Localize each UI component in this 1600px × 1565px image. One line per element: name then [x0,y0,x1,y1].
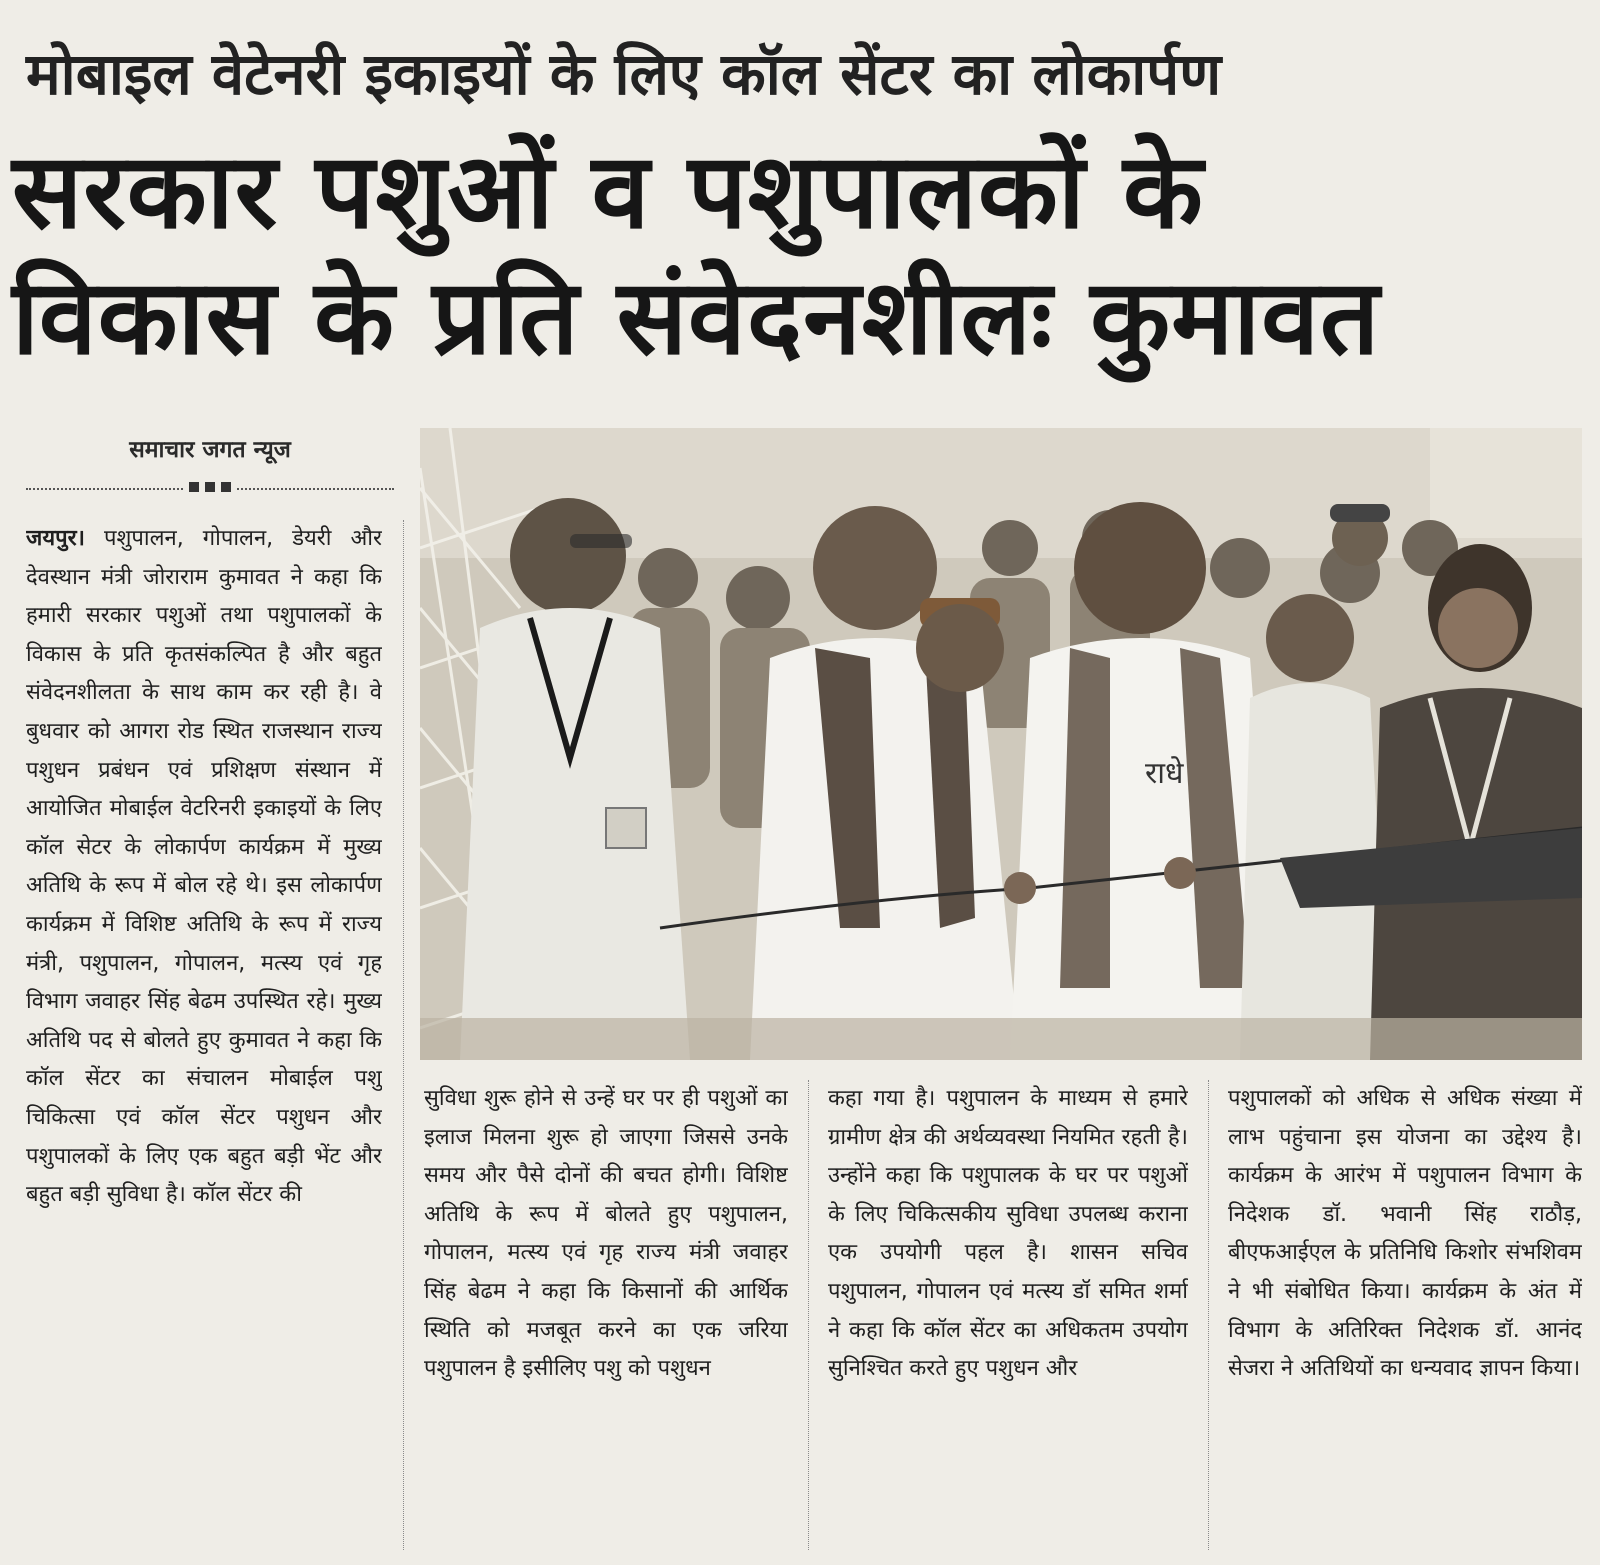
byline: समाचार जगत न्यूज [129,437,291,463]
ribbon-cutting-photo [420,428,1582,1060]
dateline: जयपुर। [26,526,85,551]
article-text-1: पशुपालन, गोपालन, डेयरी और देवस्थान मंत्री जोराराम कुमावत ने कहा कि हमारी सरकार पशुओं तथा पशुपालकों के विकास के प्रति कृतसंकल्पित है और बहुत संवेदनशीलता के साथ काम कर रही है। वे बुधवार को आगरा रोड स्थित राजस्थान राज्य पशुधन प्रबंधन एवं प्रशिक्षण संस्थान में आयोजित मोबाईल वेटरिनरी इकाइयों के लिए कॉल सेटर के लोकार्पण कार्यक्रम में मुख्य अतिथि के रूप में बोल रहे थे। इस लोकार्पण कार्यक्रम में विशिष्ट अतिथि के रूप में राज्य मंत्री, पशुपालन, गोपालन, मत्स्य एवं गृह विभाग जवाहर सिंह बेढम उपस्थित रहे। मुख्य अतिथि पद से बोलते हुए कुमावत ने कहा कि कॉल सेंटर का संचालन मोबाईल पशु चिकित्सा एवं कॉल सेंटर पशुधन और पशुपालकों के लिए एक बहुत बड़ी भेंट और बहुत बड़ी सुविधा है। कॉल सेंटर की [26,526,382,1208]
sash-text: राधे [1145,756,1184,791]
article-column-2: सुविधा शुरू होने से उन्हें घर पर ही पशुओं का इलाज मिलना शुरू हो जाएगा जिससे उनके समय और पैसे दोनों की बचत होगी। विशिष्ट अतिथि के रूप में बोलते हुए पशुपालन, गोपालन, मत्स्य एवं गृह राज्य मंत्री जवाहर सिंह बेढम ने कहा कि किसानों की आर्थिक स्थिति को मजबूत करने का एक जरिया पशुपालन है इसीलिए पशु को पशुधन [424,1086,788,1382]
divider-squares-icon [183,482,237,492]
article-column-3: कहा गया है। पशुपालन के माध्यम से हमारे ग्रामीण क्षेत्र की अर्थव्यवस्था नियमित रहती है। उन्होंने कहा कि पशुपालक के घर पर पशुओं के लिए चिकित्सकीय सुविधा उपलब्ध कराना एक उपयोगी पहल है। शासन सचिव पशुपालन, गोपालन एवं मत्स्य डॉ समित शर्मा ने कहा कि कॉल सेंटर का अधिकतम उपयोग सुनिश्चित करते हुए पशुधन और [828,1086,1188,1382]
byline-block [26,432,394,507]
photo-illustration-icon [420,428,1582,1060]
article-column-1 [26,520,382,1560]
article-column-4: पशुपालकों को अधिक से अधिक संख्या में लाभ पहुंचाना इस योजना का उद्देश्य है। कार्यक्रम के आरंभ में पशुपालन विभाग के निदेशक डॉ. भवानी सिंह राठौड़, बीएफआईएल के प्रतिनिधि किशोर संभशिवम ने भी संबोधित किया। कार्यक्रम के अंत में विभाग के अतिरिक्त निदेशक डॉ. आनंद सेजरा ने अतिथियों का धन्यवाद ज्ञापन किया। [1228,1086,1582,1382]
kicker-headline: मोबाइल वेटेनरी इकाइयों के लिए कॉल सेंटर का लोकार्पण [26,40,1222,108]
main-headline [12,128,1582,380]
headline-line-1: सरकार पशुओं व पशुपालकों के [12,130,1204,252]
column-divider [808,1080,809,1550]
column-divider [1208,1080,1209,1550]
byline-divider [26,488,394,490]
headline-line-2: विकास के प्रति संवेदनशीलः कुमावत [12,256,1381,378]
column-divider [403,520,404,1550]
